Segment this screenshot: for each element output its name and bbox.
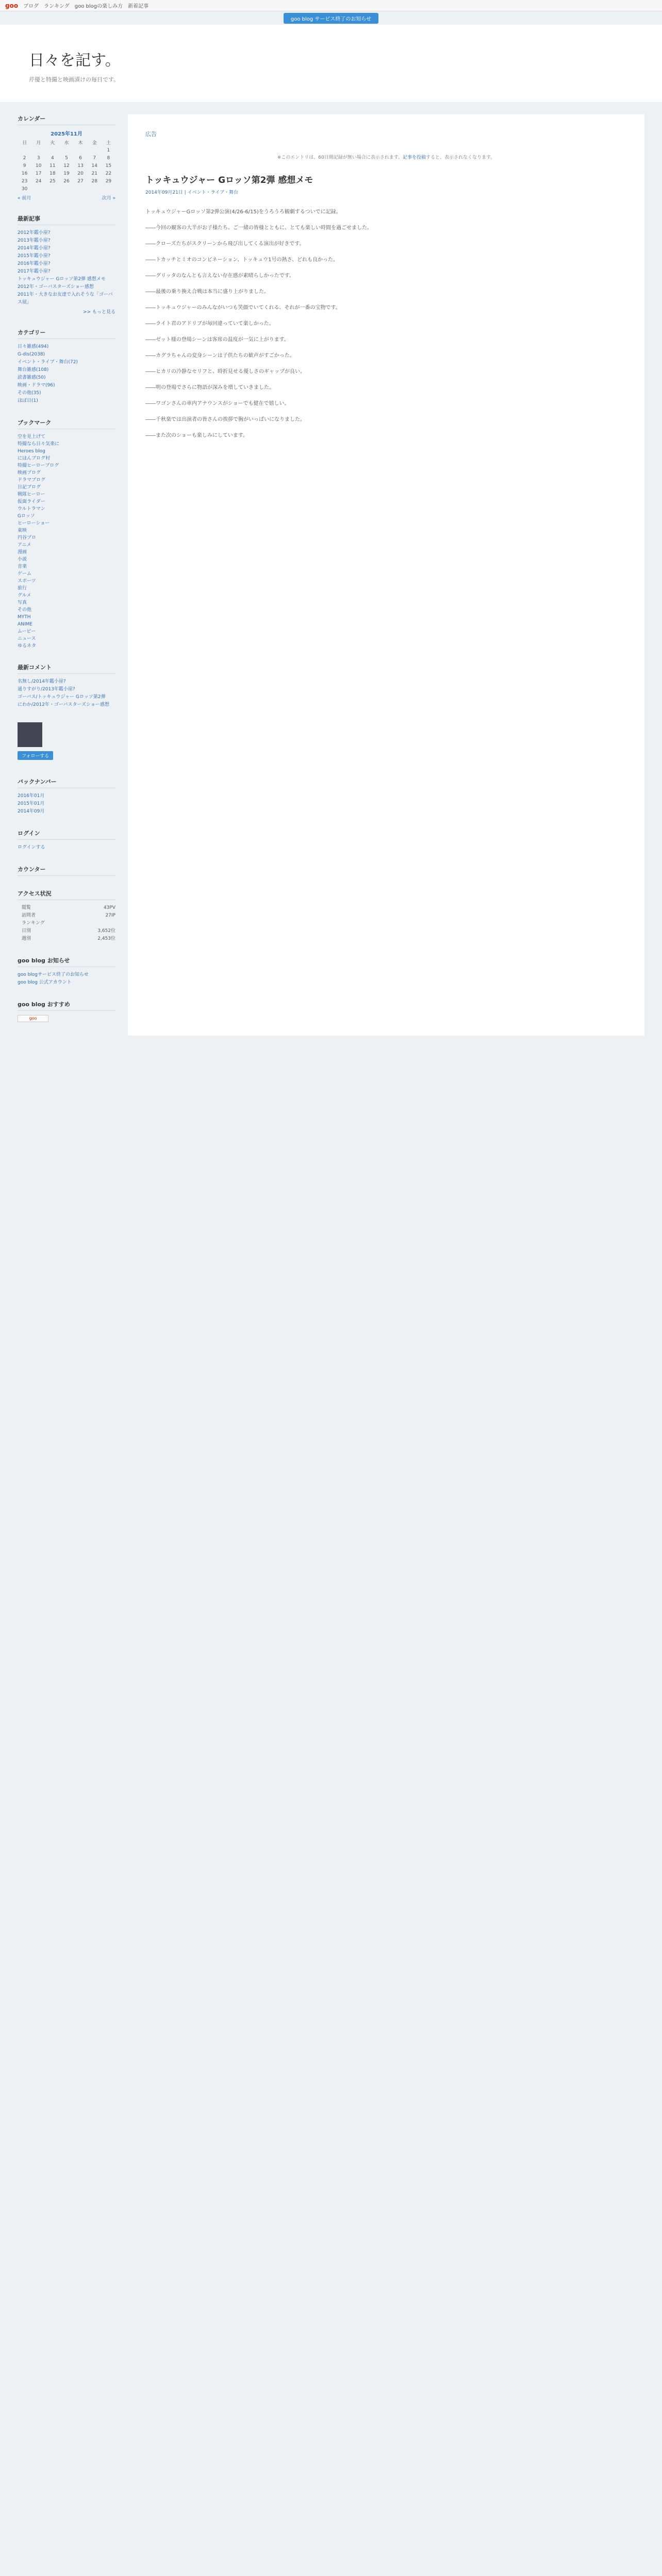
- calendar-day: 27: [77, 178, 84, 184]
- entry-body: [145, 208, 627, 440]
- calendar-day: 26: [63, 178, 70, 184]
- bookmark-link[interactable]: Gロッソ: [18, 514, 35, 519]
- category-heading: カテゴリー: [18, 328, 115, 339]
- calendar-day: 7: [93, 155, 96, 161]
- login-section: [18, 829, 115, 852]
- ad-label[interactable]: 広告: [145, 131, 157, 138]
- calendar-day: 24: [35, 178, 42, 184]
- login-heading: ログイン: [18, 829, 115, 840]
- category-link[interactable]: イベント・ライブ・舞台(72): [18, 360, 78, 365]
- calendar-day: 13: [77, 163, 84, 168]
- calendar-day: [45, 185, 59, 193]
- goo-recommend-heading: goo blog おすすめ: [18, 1000, 115, 1011]
- backnumber-link[interactable]: 2016年01月: [18, 793, 45, 799]
- recent-post-link[interactable]: 2014年鑑小崖?: [18, 246, 51, 251]
- entry-paragraph: ――グリッタのなんとも言えない存在感が素晴らしかったです。: [145, 273, 294, 279]
- blog-header: [0, 25, 662, 102]
- calendar-day: 11: [49, 163, 56, 168]
- main-content: [128, 114, 644, 1036]
- promo-note: [145, 154, 627, 160]
- recent-post-link[interactable]: 2011年・大きなお友達で入れそうな「ゴーバス展」: [18, 292, 113, 305]
- category-link[interactable]: G-dis(2038): [18, 352, 45, 357]
- recent-post-link[interactable]: 2012年・ゴーバスターズショー感想: [18, 284, 94, 290]
- goo-news-link[interactable]: goo blog 公式アカウント: [18, 980, 72, 985]
- counter-heading: カウンター: [18, 865, 115, 876]
- bookmark-link[interactable]: スポーツ: [18, 579, 36, 584]
- entry-paragraph: ――千秋楽では出演者の皆さんの挨拶で胸がいっぱいになりました。: [145, 417, 305, 422]
- bookmark-link[interactable]: 特撮なら日々気楽に: [18, 442, 60, 447]
- entry-paragraph: トッキュウジャーGロッソ第2弾公演(4/26-6/15)をうろうろ観劇するついでに記録。: [145, 209, 341, 215]
- bookmark-link[interactable]: ゲーム: [18, 571, 32, 577]
- goo-recommend-section: [18, 1000, 115, 1022]
- recent-post-link[interactable]: 2016年鑑小崖?: [18, 261, 51, 266]
- bookmark-link[interactable]: グルメ: [18, 593, 31, 598]
- bookmark-link[interactable]: ニュース: [18, 636, 36, 641]
- goo-news-section: [18, 956, 115, 987]
- calendar-day: [88, 146, 102, 154]
- calendar-table: [18, 139, 115, 193]
- bookmark-heading: ブックマーク: [18, 418, 115, 429]
- blog-description: 芹優と特撮と映画漬けの毎日です。: [29, 76, 120, 83]
- access-label: 週別: [22, 936, 31, 941]
- promo-text: すると、表示されなくなります。: [426, 155, 495, 160]
- calendar-next-link[interactable]: 次月 »: [102, 196, 115, 201]
- bookmark-link[interactable]: 仮面ライダー: [18, 499, 45, 504]
- bookmark-link[interactable]: ゆるネタ: [18, 643, 37, 649]
- bookmark-link[interactable]: 旅行: [18, 586, 27, 591]
- latest-comments-heading: 最新コメント: [18, 663, 115, 674]
- entry-paragraph: ――ゼット様の登場シーンは客席の温度が一気に上がります。: [145, 337, 289, 343]
- entry-title[interactable]: トッキュウジャー Gロッソ第2弾 感想メモ: [145, 175, 313, 185]
- access-row: [18, 920, 115, 927]
- weekday: 日: [22, 141, 27, 146]
- calendar-day: 5: [65, 155, 68, 161]
- recent-posts-section: [18, 214, 115, 315]
- bookmark-link[interactable]: 漫画: [18, 550, 27, 555]
- backnumber-link[interactable]: 2015年01月: [18, 801, 45, 806]
- calendar-day: [59, 185, 73, 193]
- calendar-day: 6: [79, 155, 82, 161]
- goo-blog-badge[interactable]: goo: [18, 1015, 48, 1022]
- bookmark-link[interactable]: 円谷プロ: [18, 535, 37, 540]
- goo-news-link[interactable]: goo blogサービス終了のお知らせ: [18, 972, 89, 977]
- calendar-day: 22: [105, 171, 112, 176]
- bookmark-link[interactable]: ムービー: [18, 629, 36, 634]
- calendar-day: [102, 185, 115, 193]
- calendar-month: 2025年11月: [51, 131, 82, 137]
- category-link[interactable]: その他(35): [18, 391, 41, 396]
- access-row: [18, 904, 115, 912]
- recent-post-link[interactable]: 2017年鑑小崖?: [18, 269, 51, 274]
- bookmark-link[interactable]: その他: [18, 607, 32, 613]
- service-notice-bar: [0, 11, 662, 25]
- category-link[interactable]: ほぼ日(1): [18, 398, 38, 403]
- entry-paragraph: ――最後の乗り換え合戦は本当に盛り上がりました。: [145, 289, 269, 295]
- weekday: 土: [106, 141, 111, 146]
- bookmark-link[interactable]: アニメ: [18, 543, 31, 548]
- global-header: [0, 0, 662, 11]
- recent-posts-more-link[interactable]: >> もっと見る: [83, 310, 115, 315]
- entry-paragraph: ――ワゴンさんの車内アナウンスがショーでも健在で嬉しい。: [145, 401, 290, 406]
- recent-posts-heading: 最新記事: [18, 214, 115, 225]
- calendar-day: 30: [21, 186, 28, 192]
- bookmark-link[interactable]: ウルトラマン: [18, 506, 45, 512]
- entry-paragraph: ――トッキュウジャーのみんながいつも笑顔でいてくれる、それが一番の宝物です。: [145, 305, 341, 311]
- blog-title[interactable]: 日々を記す。: [29, 52, 121, 70]
- comment-link[interactable]: 名無し/2014年鑑小崖?: [18, 679, 66, 684]
- recent-post-link[interactable]: 2013年鑑小崖?: [18, 238, 51, 243]
- weekday: 木: [78, 141, 83, 146]
- calendar-day: [45, 146, 59, 154]
- promo-text: ※このエントリは、60日間記録が無い場合に表示されます。: [277, 155, 403, 160]
- calendar-day: [74, 185, 88, 193]
- calendar-day: 3: [37, 155, 40, 161]
- access-value: 43PV: [103, 905, 115, 910]
- header-link-guide[interactable]: goo blogの楽しみ方: [74, 4, 123, 9]
- profile-section: [18, 722, 115, 764]
- calendar-day: 21: [91, 171, 97, 176]
- calendar-day: 17: [35, 171, 42, 176]
- sidebar: [18, 114, 115, 1036]
- bookmark-link[interactable]: 写真: [18, 600, 27, 605]
- calendar-day: 2: [23, 155, 26, 161]
- goo-news-heading: goo blog お知らせ: [18, 956, 115, 967]
- entry-paragraph: ――カグラちゃんの変身シーンは子供たちの歓声がすごかった。: [145, 353, 295, 359]
- access-label: 閲覧: [22, 905, 31, 910]
- calendar-day: 25: [49, 178, 56, 184]
- recent-post-link[interactable]: 2015年鑑小崖?: [18, 253, 51, 259]
- calendar-day: 14: [91, 163, 97, 168]
- calendar-prev-link[interactable]: « 前月: [18, 196, 31, 201]
- bookmark-link[interactable]: MYTH: [18, 615, 31, 620]
- access-heading: アクセス状況: [18, 889, 115, 900]
- post-entry-link[interactable]: 記事を投稿: [402, 155, 426, 160]
- comment-link[interactable]: ゴーバス/トッキュウジャー Gロッソ第2弾: [18, 694, 106, 700]
- recent-post-link[interactable]: 2012年鑑小崖?: [18, 230, 51, 235]
- access-row: [18, 927, 115, 935]
- goo-logo[interactable]: goo: [5, 2, 19, 9]
- entry-paragraph: ――クローズたちがスクリーンから飛び出してくる演出が好きです。: [145, 241, 305, 247]
- bookmark-link[interactable]: 戦隊ヒーロー: [18, 492, 45, 497]
- calendar-day: 1: [107, 147, 110, 153]
- calendar-day: [59, 146, 73, 154]
- entry-meta[interactable]: 2014年09月21日 | イベント・ライブ・舞台: [145, 190, 239, 195]
- calendar-day: 23: [21, 178, 28, 184]
- header-link-new[interactable]: 新着記事: [128, 4, 149, 9]
- entry-paragraph: ――明の登場でさらに物語が深みを増していきました。: [145, 385, 274, 391]
- weekday: 火: [50, 141, 55, 146]
- calendar-day: 15: [105, 163, 112, 168]
- bookmark-link[interactable]: 音楽: [18, 564, 27, 569]
- calendar-day: 28: [91, 178, 97, 184]
- access-value: 27IP: [105, 913, 115, 918]
- weekday: 水: [64, 141, 69, 146]
- entry-paragraph: ――ヒカリの冷静なセリフと、時折見せる優しさのギャップが良い。: [145, 369, 305, 375]
- header-link-ranking[interactable]: ランキング: [44, 4, 70, 9]
- calendar-section: [18, 114, 115, 201]
- calendar-day: 4: [51, 155, 54, 161]
- bookmark-link[interactable]: Heroes blog: [18, 449, 45, 454]
- calendar-day: 9: [23, 163, 26, 168]
- backnumber-link[interactable]: 2014年09月: [18, 809, 45, 814]
- entry-paragraph: ――トカッチとミオのコンビネーション、トッキュウ1号の熱さ、どれも良かった。: [145, 257, 339, 263]
- category-link[interactable]: 映画・ドラマ(96): [18, 383, 55, 388]
- calendar-day: [18, 146, 31, 154]
- category-link[interactable]: 読書雑感(50): [18, 375, 46, 380]
- calendar-day: 16: [21, 171, 28, 176]
- recent-post-link[interactable]: トッキュウジャー Gロッソ第2弾 感想メモ: [18, 277, 106, 282]
- bookmark-link[interactable]: 東映: [18, 528, 27, 533]
- header-link-blog[interactable]: ブログ: [23, 4, 39, 9]
- weekday: 月: [36, 141, 41, 146]
- calendar-day: 12: [63, 163, 70, 168]
- entry-paragraph: ――今回の観客の大半がお子様たち。ご一緒の皆様とともに、とても楽しい時間を過ごせました。: [145, 225, 372, 231]
- bookmark-link[interactable]: 日記ブログ: [18, 485, 41, 490]
- weekday: 金: [92, 141, 97, 146]
- avatar[interactable]: [18, 722, 42, 747]
- backnumber-heading: バックナンバー: [18, 777, 115, 788]
- bookmark-link[interactable]: ヒーローショー: [18, 521, 50, 526]
- calendar-heading: カレンダー: [18, 114, 115, 125]
- entry-paragraph: ――また次のショーも楽しみにしています。: [145, 433, 248, 438]
- access-value: 2,453位: [97, 936, 115, 941]
- backnumber-section: [18, 777, 115, 816]
- comment-link[interactable]: にわか/2012年・ゴーバスターズショー感想: [18, 702, 109, 707]
- category-link[interactable]: 日々雑感(494): [18, 344, 49, 349]
- calendar-day: 10: [35, 163, 42, 168]
- calendar-day: 8: [107, 155, 110, 161]
- category-link[interactable]: 舞台雑感(108): [18, 367, 49, 372]
- calendar-day: 19: [63, 171, 70, 176]
- bookmark-link[interactable]: 空を見上げて: [18, 434, 46, 439]
- calendar-day: 18: [49, 171, 56, 176]
- access-section: [18, 889, 115, 943]
- calendar-day: [74, 146, 88, 154]
- access-label: 訪問者: [22, 913, 36, 918]
- service-notice-link[interactable]: goo blog サービス終了のお知らせ: [284, 13, 378, 24]
- access-label: ランキング: [22, 921, 45, 926]
- bookmark-link[interactable]: 映画ブログ: [18, 470, 41, 476]
- entry-paragraph: ――ライト君のアドリブが毎回違っていて楽しかった。: [145, 321, 274, 327]
- login-link[interactable]: ログインする: [18, 845, 45, 850]
- comment-link[interactable]: 通りすがり/2013年鑑小崖?: [18, 687, 75, 692]
- bookmark-section: [18, 418, 115, 650]
- bookmark-link[interactable]: ANIME: [18, 622, 32, 627]
- access-label: 日別: [22, 928, 31, 934]
- follow-button[interactable]: フォローする: [18, 751, 53, 760]
- calendar-day: [31, 146, 45, 154]
- calendar-day: 29: [105, 178, 112, 184]
- bookmark-link[interactable]: 特撮ヒーローブログ: [18, 463, 59, 468]
- category-section: [18, 328, 115, 405]
- access-row: [18, 935, 115, 943]
- latest-comments-section: [18, 663, 115, 709]
- bookmark-link[interactable]: ドラマブログ: [18, 478, 46, 483]
- bookmark-link[interactable]: 小説: [18, 557, 27, 562]
- calendar-day: [88, 185, 102, 193]
- counter-section: [18, 865, 115, 876]
- calendar-day: [31, 185, 45, 193]
- calendar-day: 20: [77, 171, 84, 176]
- access-value: 3,652位: [97, 928, 115, 934]
- bookmark-link[interactable]: にほんブログ村: [18, 456, 51, 461]
- access-row: [18, 912, 115, 920]
